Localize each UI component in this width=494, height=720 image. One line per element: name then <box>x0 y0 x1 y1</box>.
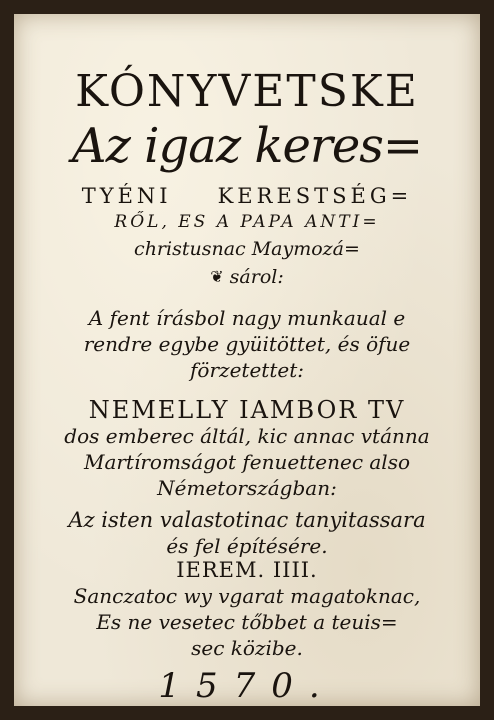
paragraph2-line-1: dos emberec áltál, kic annac vtánna <box>64 424 430 448</box>
title-line-1-part-b: KERESTSÉG= <box>217 184 413 208</box>
paragraph2-line-3: Németországban: <box>157 476 337 500</box>
title-line-2: RŐL, ES A PAPA ANTI= <box>114 212 380 232</box>
paragraph3-line-1: Az isten valastotinac tanyitassara <box>68 508 426 532</box>
title-page <box>14 14 480 706</box>
title-line-4-text: sárol: <box>229 266 284 288</box>
scripture-reference: IEREM. IIII. <box>176 558 318 582</box>
quote-line-2: Es ne vesetec tőbbet a teuis= <box>96 610 398 634</box>
quote-line-1: Sanczatoc wy vgarat magatoknac, <box>73 584 421 608</box>
book-subtitle: Az igaz keres= <box>71 118 423 174</box>
paragraph1-line-1: A fent írásbol nagy munkaual e <box>88 306 406 330</box>
caps-heading: NEMELLY IAMBOR TV <box>88 396 406 424</box>
paragraph1-line-3: förzetettet: <box>190 358 304 382</box>
quote-line-3: sec közibe. <box>191 636 303 660</box>
paragraph3-line-2: és fel építésére. <box>166 534 328 558</box>
publication-year: 1570. <box>158 666 336 706</box>
title-line-3: christusnac Maymozá= <box>134 238 360 260</box>
title-line-1 <box>14 184 480 208</box>
paragraph1-line-2: rendre egybe gyüitöttet, és öfue <box>83 332 411 356</box>
fleuron-icon: ❦ <box>210 267 224 286</box>
book-title: KÓNYVETSKE <box>75 66 419 117</box>
paragraph2-line-2: Martíromságot fenuettenec also <box>83 450 411 474</box>
title-line-1-part-a: TYÉNI <box>81 184 172 208</box>
title-line-4 <box>14 266 480 288</box>
